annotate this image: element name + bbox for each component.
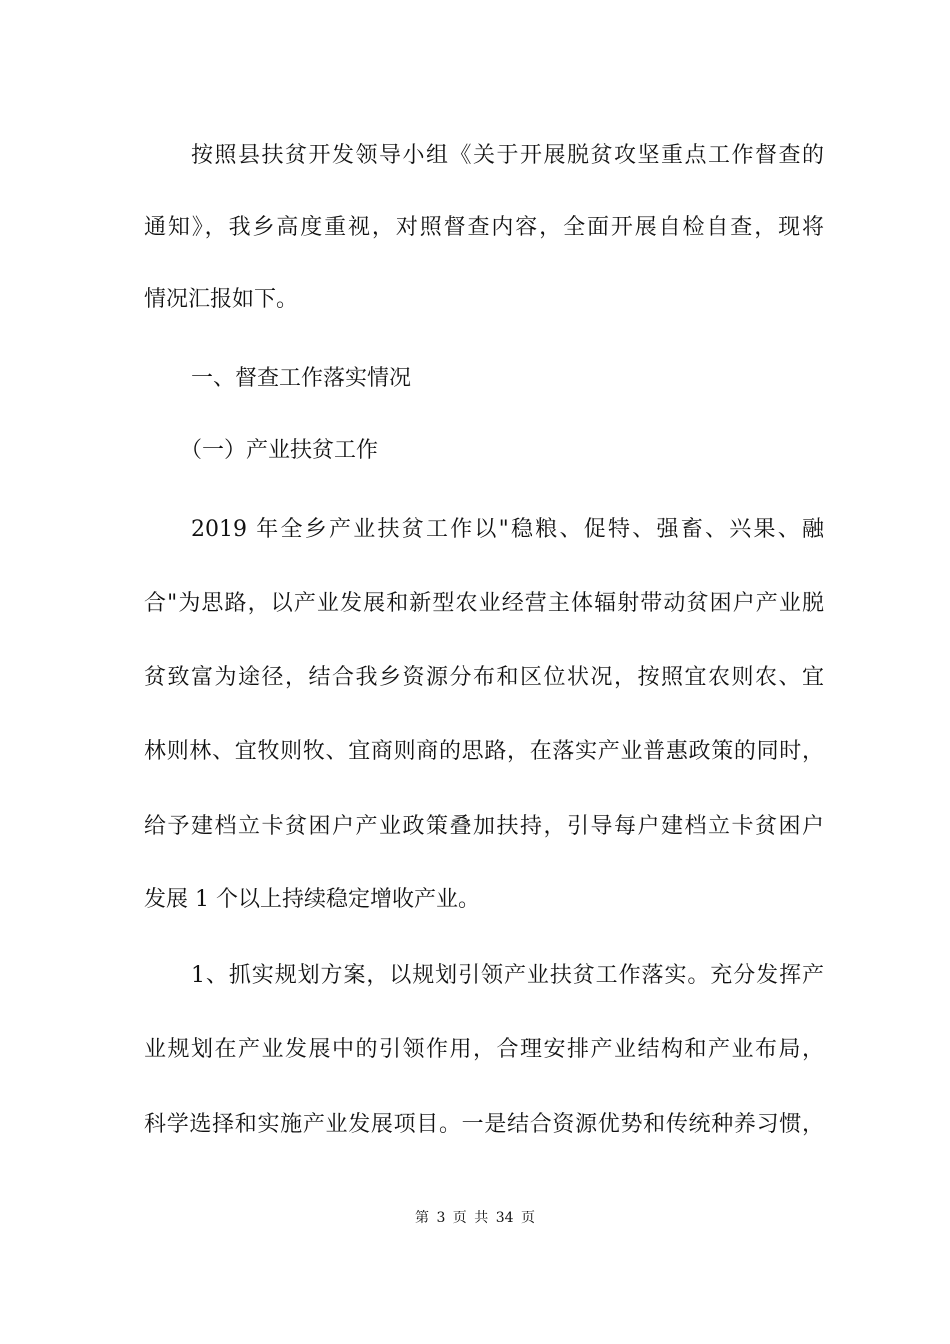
plan-line-3: 科学选择和实施产业发展项目。一是结合资源优势和传统种养习惯， <box>144 1112 824 1137</box>
industry-line-6: 发展 1 个以上持续稳定增收产业。 <box>144 887 480 912</box>
plan-line-1: 1、抓实规划方案，以规划引领产业扶贫工作落实。充分发挥产 <box>191 963 824 988</box>
industry-line-2: 合"为思路，以产业发展和新型农业经营主体辐射带动贫困户产业脱 <box>144 591 824 616</box>
subsection-heading: （一）产业扶贫工作 <box>180 438 379 463</box>
industry-line-1: 2019 年全乡产业扶贫工作以"稳粮、促特、强畜、兴果、融 <box>191 517 824 542</box>
industry-line-5: 给予建档立卡贫困户产业政策叠加扶持，引导每户建档立卡贫困户 <box>144 814 824 839</box>
section-heading: 一、督查工作落实情况 <box>191 366 412 391</box>
intro-line-2: 通知》，我乡高度重视，对照督查内容，全面开展自检自查，现将 <box>144 215 824 240</box>
intro-line-1: 按照县扶贫开发领导小组《关于开展脱贫攻坚重点工作督查的 <box>191 143 824 168</box>
intro-line-3: 情况汇报如下。 <box>144 287 299 312</box>
page-number-footer: 第 3 页 共 34 页 <box>415 1210 535 1226</box>
plan-line-2: 业规划在产业发展中的引领作用，合理安排产业结构和产业布局， <box>144 1037 824 1062</box>
industry-line-3: 贫致富为途径，结合我乡资源分布和区位状况，按照宜农则农、宜 <box>144 665 824 690</box>
industry-line-4: 林则林、宜牧则牧、宜商则商的思路，在落实产业普惠政策的同时， <box>144 739 824 764</box>
